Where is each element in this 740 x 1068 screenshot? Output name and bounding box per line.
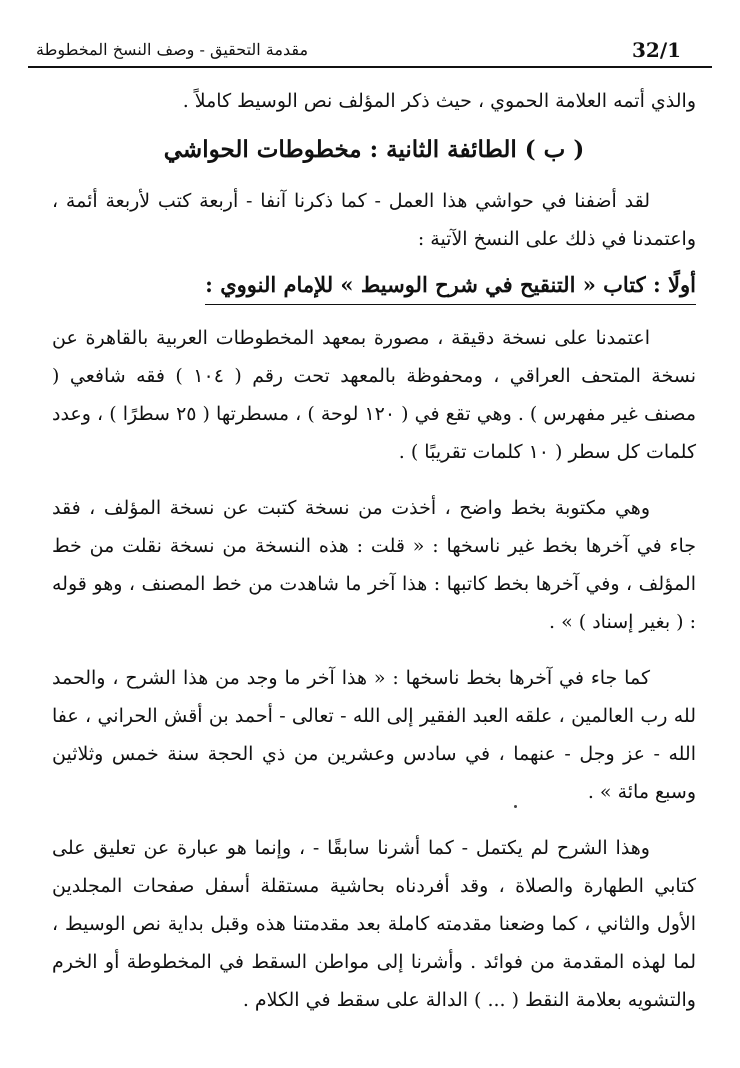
paragraph-colophon: كما جاء في آخرها بخط ناسخها : « هذا آخر ما وجد من هذا الشرح ، والحمد لله رب العالمين ، علقه العبد الفقير إلى الله - تعالى - أحمد بن أقش الحراني ، عفا الله - عز وجل - عنهما ، في سادس وعشرين من ذي الحجة سنة خمس وثلاثين وسبع مائة » . [52,667,696,803]
running-header [28,34,712,64]
intro-line: والذي أتمه العلامة الحموي ، حيث ذكر المؤلف نص الوسيط كاملاً . [182,90,696,112]
header-rule [28,66,712,68]
section-heading: ( ب ) الطائفة الثانية : مخطوطات الحواشي [163,136,585,163]
paragraph-gap [52,811,696,829]
paragraph-commentary-note: وهذا الشرح لم يكتمل - كما أشرنا سابقًا - ، وإنما هو عبارة عن تعليق على كتابي الطهارة والصلاة ، وقد أفردناه بحاشية مستقلة أسفل صفحات المجلدين الأول والثاني ، كما وضعنا مقدمته كاملة بعد مقدمتنا هذه وقبل بداية نص الوسيط ، لما لهذه المقدمة من فوائد . وأشرنا إلى مواطن السقط في المخطوطة أو الخرم والتشويه بعلامة النقط ( ... ) الدالة على سقط في الكلام . [52,837,696,1011]
page-number: 32/1 [632,38,682,62]
paragraph-gap [52,641,696,659]
paragraph-manuscript-description: اعتمدنا على نسخة دقيقة ، مصورة بمعهد المخطوطات العربية بالقاهرة عن نسخة المتحف العراقي ، ومحفوظة بالمعهد تحت رقم ( ١٠٤ ) فقه شافعي ( مصنف غير مفهرس ) . وهي تقع في ( ١٢٠ لوحة ) ، مسطرتها ( ٢٥ سطرًا ) ، وعدد كلمات كل سطر ( ١٠ كلمات تقريبًا ) . [52,327,696,463]
paragraph-manuscripts-intro: لقد أضفنا في حواشي هذا العمل - كما ذكرنا آنفا - أربعة كتب لأربعة أئمة ، واعتمدنا في ذلك على النسخ الآتية : [52,190,696,250]
paragraph-script-description: وهي مكتوبة بخط واضح ، أخذت من نسخة كتبت عن نسخة المؤلف ، فقد جاء في آخرها بخط غير ناسخها : « قلت : هذه النسخة من نسخة نقلت من خط المؤلف ، وفي آخرها بخط كاتبها : هذا آخر ما شاهدت من خط المصنف ، وهو قوله : ( بغير إسناد ) » . [52,497,696,633]
scan-speck [514,805,517,808]
subheading-first-book: أولًا : كتاب « التنقيح في شرح الوسيط » للإمام النووي : [205,268,696,305]
page-body [52,82,696,1019]
paragraph-gap [52,471,696,489]
running-header-title: مقدمة التحقيق - وصف النسخ المخطوطة [36,40,309,59]
